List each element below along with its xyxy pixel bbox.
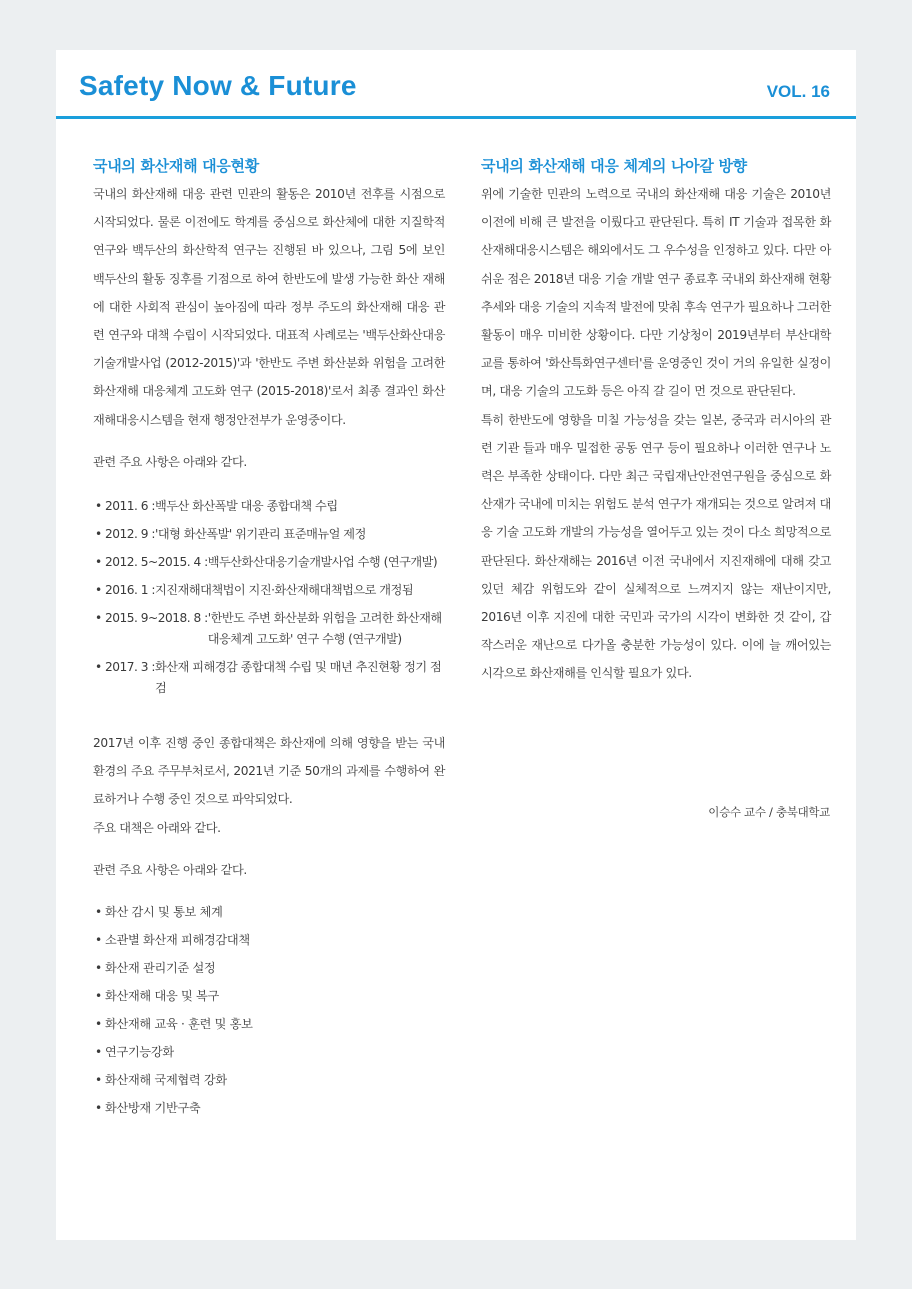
section-heading-current-status: 국내의 화산재해 대응현황 xyxy=(93,157,259,175)
timeline-item: • 2015. 9~2018. 8 : '한반도 주변 화산분화 위험을 고려한 화산재해 대응체계 고도화' 연구 수행 (연구개발) xyxy=(95,611,442,647)
right-column xyxy=(481,152,831,688)
list-item: • 연구기능강화 xyxy=(95,1045,174,1060)
list-item: • 화산방재 기반구축 xyxy=(95,1101,201,1116)
intro-paragraph: 국내의 화산재해 대응 관련 민관의 활동은 2010년 전후를 시점으로 시작되었다. 물론 이전에도 학계를 중심으로 화산체에 대한 지질학적 연구와 백두산의 화산학적 연구는 진행된 바 있으나, 그림 5에 보인 백두산의 활동 징후를 기점으로 하여 한반도에 발생 가능한 화산 재해에 대한 사회적 관심이 높아짐에 따라 정부 주도의 화산재해 대응 관련 연구와 대책 수립이 시작되었다. 대표적 사례로는 '백두산화산대응 기술개발사업 (2012-2015)'과 '한반도 주변 화산분화 위험을 고려한 화산재해 대응체계 고도화 연구 (2015-2018)'로서 최종 결과인 화산재해대응시스템을 현재 행정안전부가 운영중이다. xyxy=(93,187,445,427)
timeline-list xyxy=(93,496,445,699)
header xyxy=(56,50,856,119)
list-intro-2: 관련 주요 사항은 아래와 같다. xyxy=(93,862,247,877)
magazine-title: Safety Now & Future xyxy=(79,70,357,101)
volume-number: VOL. 16 xyxy=(766,82,830,101)
timeline-item: • 2012. 5~2015. 4 : 백두산화산대응기술개발사업 수행 (연구개발) xyxy=(95,555,438,570)
list-item: • 소관별 화산재 피해경감대책 xyxy=(95,933,250,948)
timeline-item: • 2011. 6 : 백두산 화산폭발 대응 종합대책 수립 xyxy=(95,499,338,514)
measures-list xyxy=(93,898,445,1122)
list-item: • 화산재 관리기준 설정 xyxy=(95,961,216,976)
direction-paragraph-2: 특히 한반도에 영향을 미칠 가능성을 갖는 일본, 중국과 러시아의 관련 기관 들과 매우 밀접한 공동 연구 등이 필요하나 이러한 연구나 노력은 부족한 상태이다. 다만 최근 국립재난안전연구원을 중심으로 화산재가 국내에 미치는 위험도 분석 연구가 재개되는 것으로 알려져 대응 기술 고도화 개발의 가능성을 열어두고 있는 것이 다소 희망적으로 판단된다. 화산재해는 2016년 이전 국내에서 지진재해에 대해 갖고 있던 체감 위험도와 같이 실체적으로 느껴지지 않는 재난이지만, 2016년 이후 지진에 대한 국민과 국가의 시각이 변화한 것 같이, 갑작스러운 재난으로 다가올 충분한 가능성이 있다. 이에 늘 깨어있는 시각으로 화산재해를 인식할 필요가 있다. xyxy=(481,412,831,681)
comprehensive-measures-paragraph: 2017년 이후 진행 중인 종합대책은 화산재에 의해 영향을 받는 국내 환경의 주요 주무부처로서, 2021년 기준 50개의 과제를 수행하여 완료하거나 수행 중인 것으로 파악되었다. xyxy=(93,736,445,807)
list-item: • 화산재해 대응 및 복구 xyxy=(95,989,219,1004)
timeline-item: • 2017. 3 : 화산재 피해경감 종합대책 수립 및 매년 추진현황 정기 점검 xyxy=(95,660,442,696)
list-item: • 화산재해 교육 · 훈련 및 홍보 xyxy=(95,1017,253,1032)
section-heading-future-direction: 국내의 화산재해 대응 체계의 나아갈 방향 xyxy=(481,157,747,175)
author-credit: 이승수 교수 / 충북대학교 xyxy=(708,805,830,819)
direction-paragraph-1: 위에 기술한 민관의 노력으로 국내의 화산재해 대응 기술은 2010년 이전에 비해 큰 발전을 이뤘다고 판단된다. 특히 IT 기술과 접목한 화산재해대응시스템은 해외에서도 그 우수성을 인정하고 있다. 다만 아쉬운 점은 2018년 대응 기술 개발 연구 종료후 국내외 화산재해 현황 추세와 대응 기술의 지속적 발전에 맞춰 후속 연구가 필요하나 그러한 활동이 매우 미비한 상황이다. 다만 기상청이 2019년부터 부산대학교를 통하여 '화산특화연구센터'를 운영중인 것이 거의 유일한 실정이며, 대응 기술의 고도화 등은 아직 갈 길이 먼 것으로 판단된다. xyxy=(481,187,831,399)
left-column xyxy=(93,152,445,1122)
timeline-item: • 2016. 1 : 지진재해대책법이 지진·화산재해대책법으로 개정됨 xyxy=(95,583,414,598)
measures-intro: 주요 대책은 아래와 같다. xyxy=(93,820,221,835)
timeline-item: • 2012. 9 : '대형 화산폭발' 위기관리 표준매뉴얼 제정 xyxy=(95,527,366,542)
list-item: • 화산 감시 및 통보 체계 xyxy=(95,905,223,920)
page xyxy=(56,50,856,1240)
list-intro-1: 관련 주요 사항은 아래와 같다. xyxy=(93,454,247,469)
list-item: • 화산재해 국제협력 강화 xyxy=(95,1073,227,1088)
